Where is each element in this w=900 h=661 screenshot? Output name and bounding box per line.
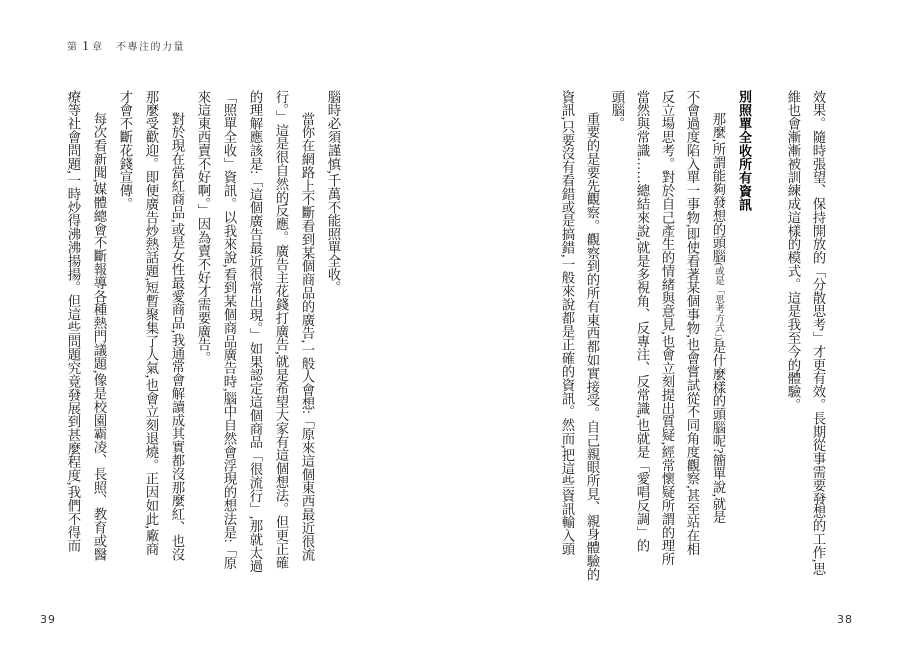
text-column: 來這東西賣不好啊。」因為賣不好才需要廣告。 bbox=[196, 90, 211, 365]
left-page-text-block bbox=[60, 90, 346, 590]
text-column: 行。」這是很自然的反應。廣告主花錢打廣告,就是希望大家有這個想法。但更正確 bbox=[274, 90, 289, 570]
text-column: 頭腦。 bbox=[610, 90, 625, 131]
text-column: 的理解應該是:「這個廣告最近很常出現。」如果認定這個商品「很流行」,那就太過 bbox=[248, 90, 263, 573]
text-column: 每次看新聞,媒體總會不斷報導各種熱門議題,像是校園霸凌、長照、教育或醫 bbox=[92, 112, 107, 561]
text-column: 那麼受歡迎。即便廣告炒熱話題,短暫聚集了人氣,也會立刻退燒。正因如此,廠商 bbox=[144, 90, 159, 556]
text-column: 資訊,只要沒有看錯或是搞錯,一般來說都是正確的資訊。然而,把這些資訊輸入頭 bbox=[560, 90, 575, 556]
right-page-text-block bbox=[555, 90, 831, 590]
text-column: 維也會漸漸被訓練成這樣的模式。這是我至今的體驗。 bbox=[786, 90, 801, 412]
page-number-right: 38 bbox=[837, 613, 853, 626]
section-heading: 別照單全收所有資訊 bbox=[736, 90, 751, 212]
text-column: 效果。隨時張望、保持開放的「分散思考」才更有效。長期從事需要發想的工作,思 bbox=[811, 90, 826, 576]
text-column: 腦時必須謹慎,千萬不能照單全收。 bbox=[326, 90, 341, 295]
text-column: 當你在網路上不斷看到某個商品的廣告,一般人會想:「原來這個東西最近很流 bbox=[300, 112, 315, 562]
text-segment: 是什麼樣的頭腦呢?簡單說,就是 bbox=[711, 340, 726, 524]
running-header bbox=[67, 38, 185, 55]
text-column: 療等社會問題,一時炒得沸沸揚揚。但這些問題究竟發展到甚麼程度,我們不得而 bbox=[66, 90, 81, 553]
chapter-marker-prefix: 第 bbox=[67, 42, 79, 53]
text-column: 重要的是要先觀察。觀察到的所有東西都如實接受。自己親眼所見、親身體驗的 bbox=[585, 112, 600, 581]
inline-small-note: (或是「思考方式」) bbox=[713, 262, 723, 341]
text-column bbox=[705, 90, 731, 590]
page-number-left: 39 bbox=[40, 613, 56, 626]
text-column: 反立場思考。對於自己產生的情緒與意見,也會立刻提出質疑,經常懷疑所謂的理所 bbox=[660, 90, 675, 566]
chapter-title: 不專注的力量 bbox=[116, 42, 185, 53]
text-segment: 那麼,所謂能夠發想的頭腦 bbox=[711, 112, 726, 263]
text-column: 才會不斷花錢宣傳。 bbox=[118, 90, 133, 211]
chapter-number: 1 bbox=[82, 39, 89, 54]
text-column: 不會過度陷入單一事物,即使看著某個事物,也會嘗試從不同角度觀察,甚至站在相 bbox=[685, 90, 700, 556]
text-column: 對於現在當紅商品,或是女性最愛商品,我通常會解讀成其實都沒那麼紅、也沒 bbox=[170, 112, 185, 561]
column-spacer bbox=[756, 90, 781, 590]
text-column: 「照單全收」資訊。以我來說,看到某個商品廣告時,腦中自然會浮現的想法是:「原 bbox=[222, 90, 237, 570]
text-column: 當然與常識……總結來說,就是多視角、反專注、反常識,也就是「愛唱反調」的 bbox=[635, 90, 650, 553]
chapter-marker-suffix: 章 bbox=[92, 42, 104, 53]
